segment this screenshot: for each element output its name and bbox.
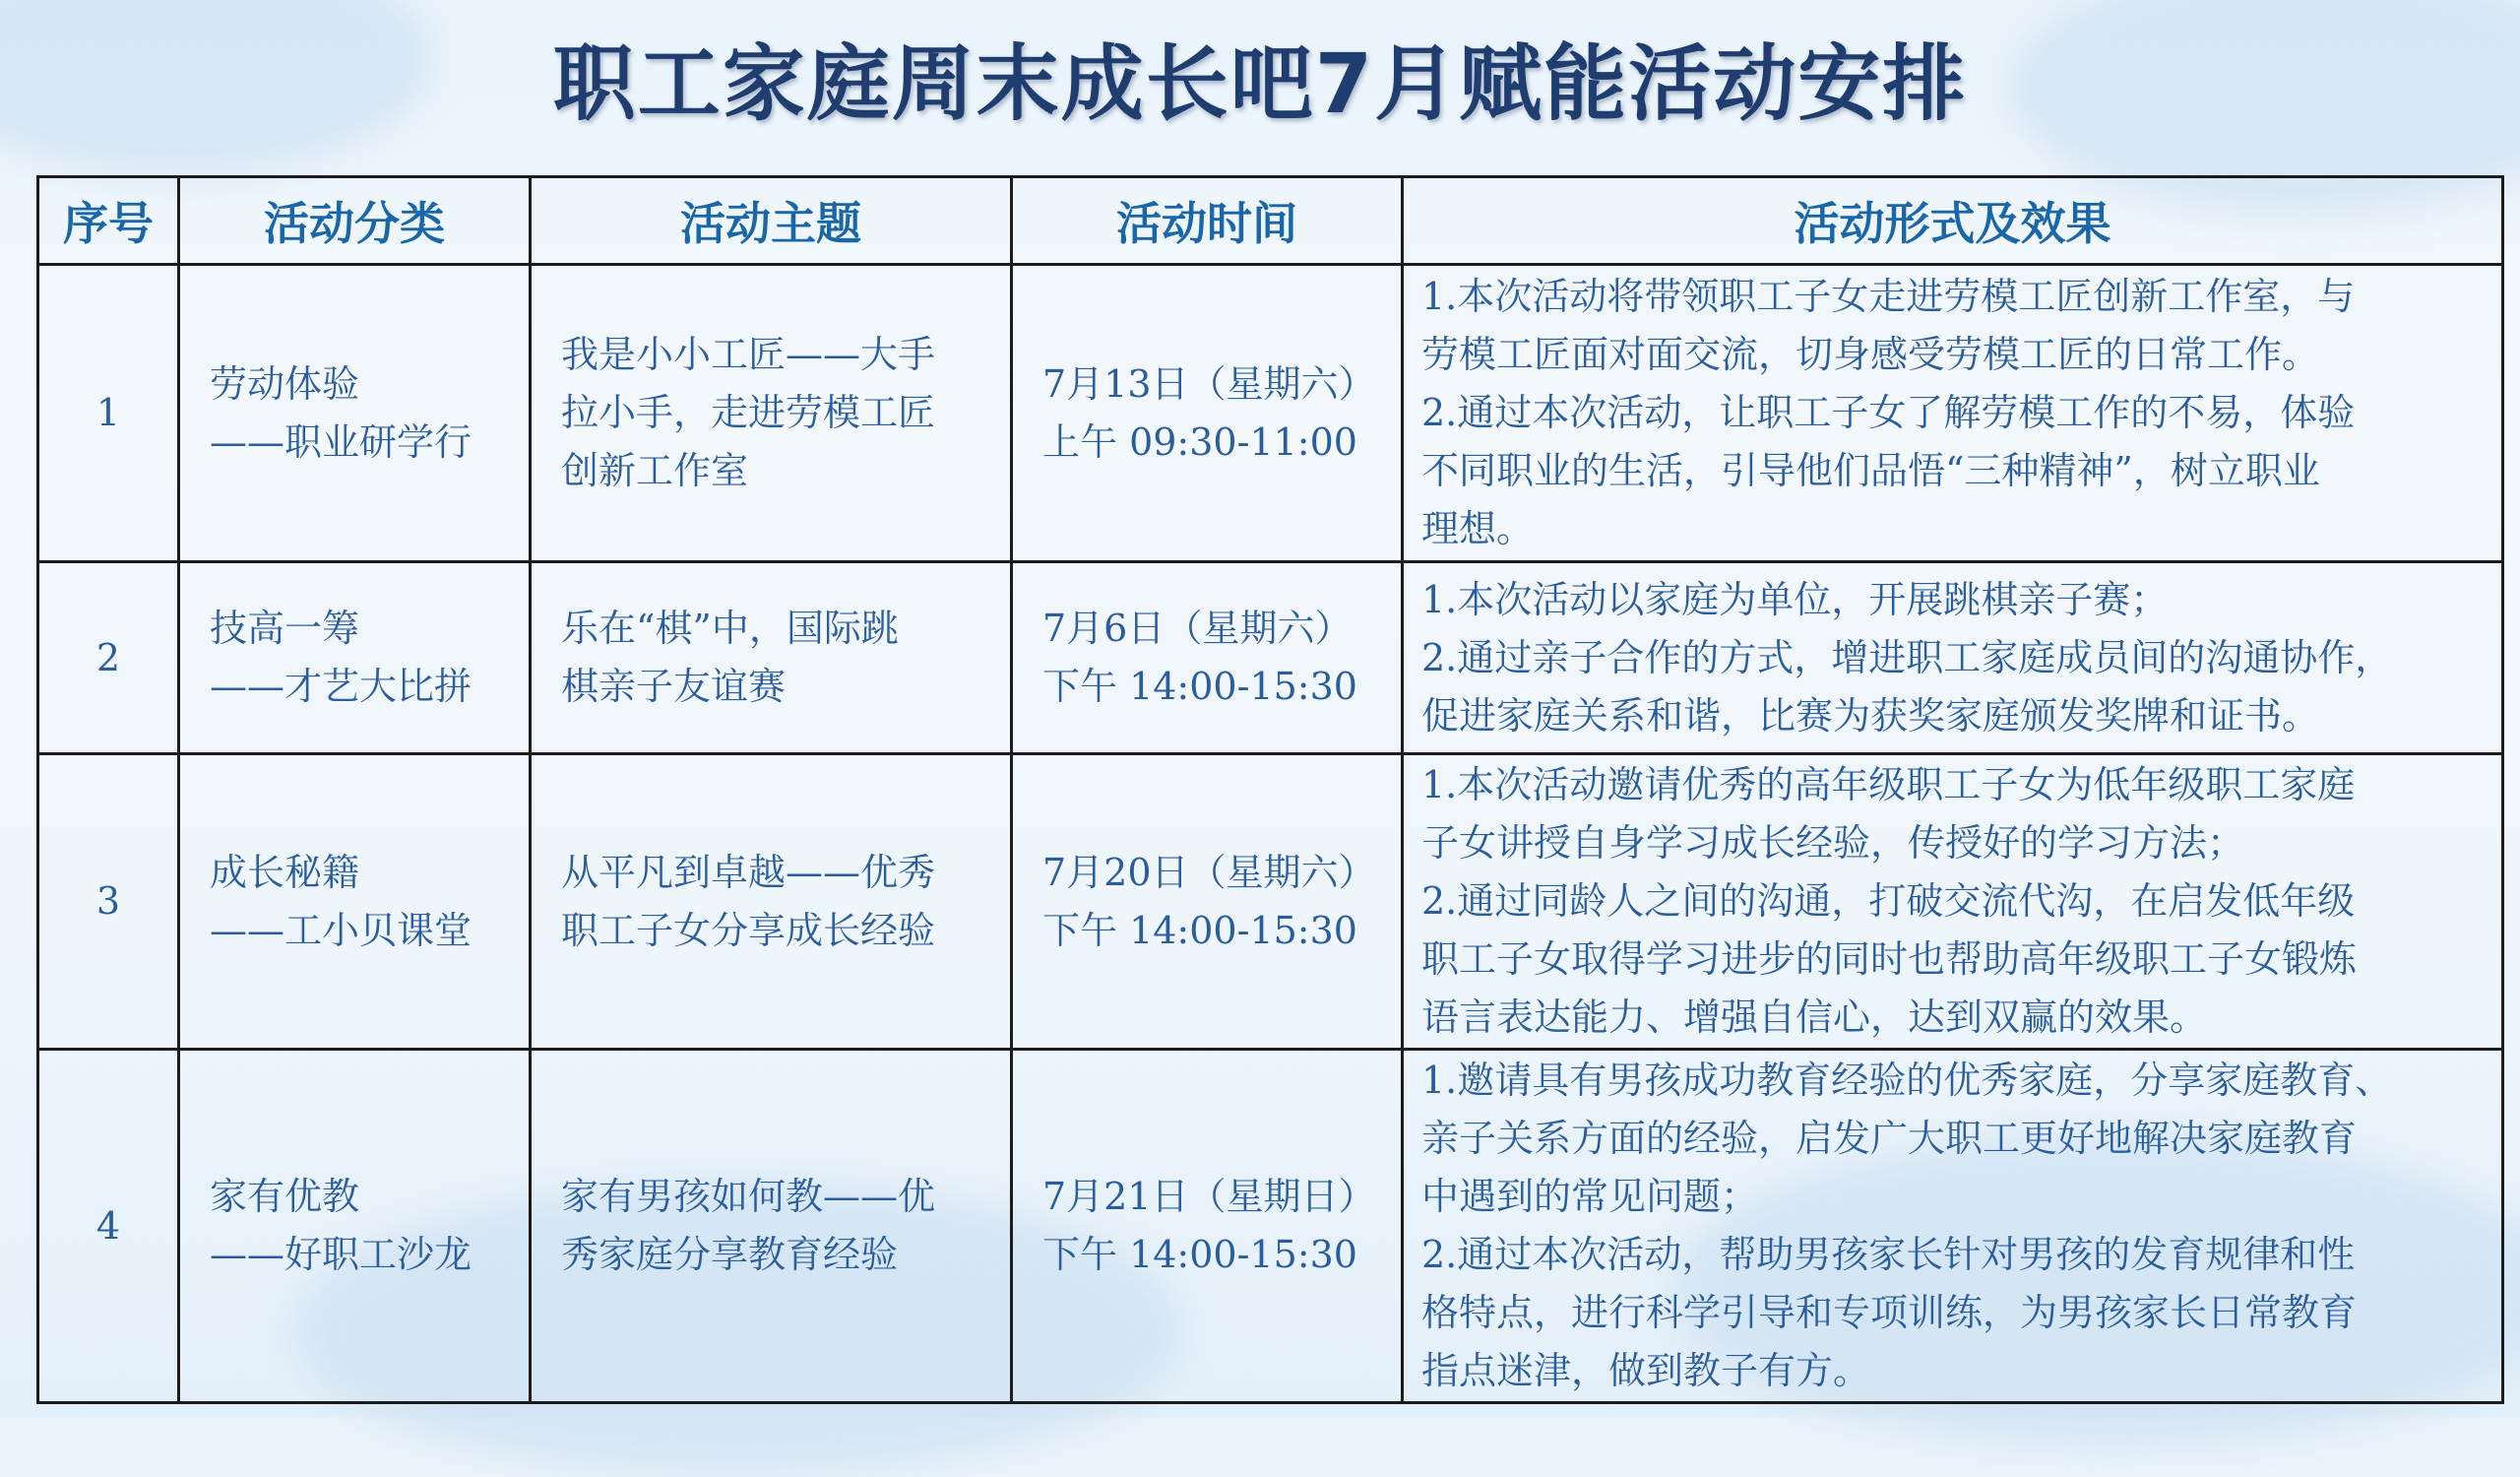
activity-time	[1012, 562, 1403, 754]
text-line: 2.通过本次活动，让职工子女了解劳模工作的不易，体验	[1421, 391, 2356, 434]
activity-category	[179, 754, 531, 1050]
text-line: 1.本次活动将带领职工子女走进劳模工匠创新工作室，与	[1421, 275, 2356, 318]
text-line: 2.通过本次活动，帮助男孩家长针对男孩的发育规律和性	[1421, 1233, 2356, 1276]
text-line: 7月6日（星期六）	[1042, 607, 1353, 650]
text-line: 理想。	[1421, 507, 1535, 550]
text-line: ——好职工沙龙	[210, 1233, 472, 1276]
text-line: 家有优教	[210, 1175, 360, 1218]
activity-time	[1012, 1050, 1403, 1403]
activity-theme	[531, 1050, 1012, 1403]
text-line: 不同职业的生活，引导他们品悟“三种精神”，树立职业	[1421, 449, 2320, 492]
activity-theme	[531, 562, 1012, 754]
text-line: 2.通过亲子合作的方式，增进职工家庭成员间的沟通协作，	[1421, 635, 2393, 679]
text-line: 从平凡到卓越——优秀	[561, 850, 936, 894]
text-line: 促进家庭关系和谐，比赛为获奖家庭颁发奖牌和证书。	[1421, 693, 2320, 738]
header-number: 序号	[38, 177, 179, 265]
text-line: 1.本次活动邀请优秀的高年级职工子女为低年级职工家庭	[1421, 763, 2356, 806]
text-line: 秀家庭分享教育经验	[561, 1233, 899, 1276]
text-line: 劳模工匠面对面交流，切身感受劳模工匠的日常工作。	[1421, 333, 2320, 376]
text-line: 1.本次活动以家庭为单位，开展跳棋亲子赛；	[1421, 577, 2169, 621]
text-line: ——职业研学行	[210, 419, 472, 464]
text-line: 7月21日（星期日）	[1042, 1175, 1376, 1218]
text-line: 我是小小工匠——大手	[561, 333, 936, 376]
activity-category	[179, 265, 531, 562]
text-line: 职工子女分享成长经验	[561, 908, 936, 952]
text-line: 7月13日（星期六）	[1042, 361, 1376, 406]
table-row	[38, 562, 2503, 754]
text-line: ——工小贝课堂	[210, 908, 472, 952]
table-row	[38, 754, 2503, 1050]
text-line: 创新工作室	[561, 449, 749, 492]
activity-effect	[1403, 265, 2503, 562]
table-row	[38, 265, 2503, 562]
header-effect: 活动形式及效果	[1403, 177, 2503, 265]
activity-category	[179, 562, 531, 754]
activity-time	[1012, 754, 1403, 1050]
text-line: 劳动体验	[210, 361, 360, 406]
row-number: 2	[38, 562, 179, 754]
text-line: 语言表达能力、增强自信心，达到双赢的效果。	[1421, 995, 2208, 1039]
text-line: 上午 09:30-11:00	[1042, 419, 1357, 464]
text-line: 格特点，进行科学引导和专项训练，为男孩家长日常教育	[1421, 1291, 2358, 1334]
header-time: 活动时间	[1012, 177, 1403, 265]
table-header-row	[38, 177, 2503, 265]
schedule-table	[36, 175, 2504, 1404]
text-line: 子女讲授自身学习成长经验，传授好的学习方法；	[1421, 821, 2245, 865]
header-theme: 活动主题	[531, 177, 1012, 265]
activity-effect	[1403, 1050, 2503, 1403]
activity-effect	[1403, 562, 2503, 754]
row-number: 3	[38, 754, 179, 1050]
text-line: 亲子关系方面的经验，启发广大职工更好地解决家庭教育	[1421, 1117, 2358, 1160]
text-line: 成长秘籍	[210, 850, 360, 894]
text-line: 中遇到的常见问题；	[1421, 1175, 1759, 1218]
text-line: 1.邀请具有男孩成功教育经验的优秀家庭，分享家庭教育、	[1421, 1059, 2393, 1102]
activity-theme	[531, 754, 1012, 1050]
header-category: 活动分类	[179, 177, 531, 265]
activity-effect	[1403, 754, 2503, 1050]
table-row	[38, 1050, 2503, 1403]
row-number: 1	[38, 265, 179, 562]
text-line: ——才艺大比拼	[210, 665, 472, 708]
activity-theme	[531, 265, 1012, 562]
text-line: 拉小手，走进劳模工匠	[561, 391, 936, 434]
text-line: 下午 14:00-15:30	[1042, 1233, 1357, 1276]
text-line: 职工子女取得学习进步的同时也帮助高年级职工子女锻炼	[1421, 937, 2358, 981]
text-line: 技高一筹	[210, 607, 360, 650]
text-line: 家有男孩如何教——优	[561, 1175, 936, 1218]
text-line: 下午 14:00-15:30	[1042, 665, 1357, 708]
row-number: 4	[38, 1050, 179, 1403]
activity-category	[179, 1050, 531, 1403]
activity-time	[1012, 265, 1403, 562]
text-line: 2.通过同龄人之间的沟通，打破交流代沟，在启发低年级	[1421, 879, 2356, 923]
page-title: 职工家庭周末成长吧7月赋能活动安排	[552, 35, 1968, 132]
text-line: 指点迷津，做到教子有方。	[1421, 1349, 1871, 1392]
text-line: 7月20日（星期六）	[1042, 850, 1376, 894]
text-line: 乐在“棋”中，国际跳	[561, 607, 899, 650]
text-line: 棋亲子友谊赛	[561, 665, 787, 708]
text-line: 下午 14:00-15:30	[1042, 908, 1357, 952]
